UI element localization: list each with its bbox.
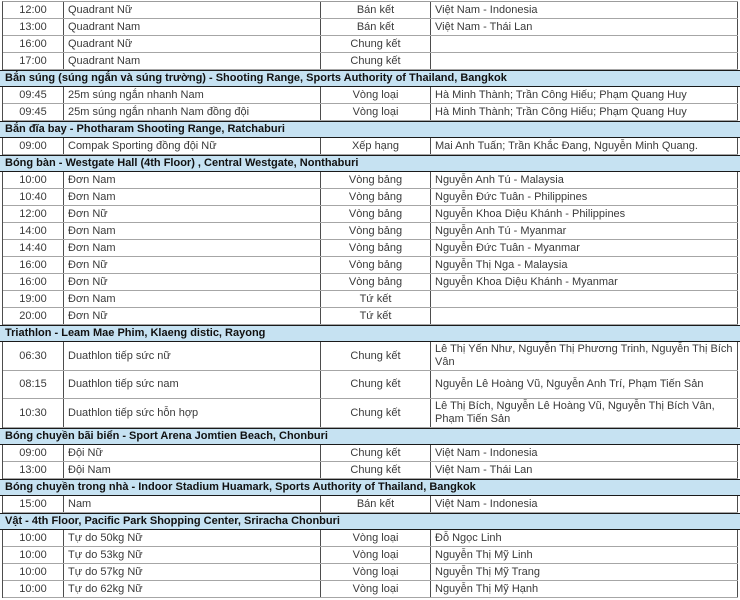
table-row — [3, 257, 738, 274]
cell-round — [321, 104, 431, 120]
table-row — [3, 308, 738, 325]
cell-participants — [431, 2, 738, 18]
cell-event-text: Đơn Nam — [68, 241, 116, 254]
cell-participants-text: Nguyễn Thị Mỹ Linh — [435, 548, 533, 561]
cell-event-text: Đơn Nam — [68, 292, 116, 305]
table-row — [3, 172, 738, 189]
cell-round-text: Vòng loại — [352, 582, 399, 595]
cell-participants-text: Việt Nam - Thái Lan — [435, 20, 533, 33]
cell-participants — [431, 172, 738, 188]
cell-participants-text: Nguyễn Thị Mỹ Hạnh — [435, 582, 539, 595]
cell-event — [64, 53, 321, 69]
cell-participants — [431, 138, 738, 154]
cell-time — [3, 206, 64, 222]
cell-time — [3, 496, 64, 512]
table-row — [3, 138, 738, 155]
cell-participants — [431, 547, 738, 563]
cell-participants-text: Việt Nam - Thái Lan — [435, 463, 533, 476]
cell-event-text: Tự do 62kg Nữ — [68, 582, 143, 595]
cell-event — [64, 564, 321, 580]
table-row — [3, 53, 738, 70]
cell-participants-text: Nguyễn Anh Tú - Myanmar — [435, 224, 567, 237]
table-row — [3, 496, 738, 513]
cell-round — [321, 308, 431, 324]
cell-round — [321, 371, 431, 398]
cell-event — [64, 581, 321, 597]
cell-participants-text: Hà Minh Thành; Trần Công Hiếu; Phạm Quang Huy — [435, 105, 687, 118]
cell-round — [321, 496, 431, 512]
cell-time — [3, 308, 64, 324]
table-row — [3, 206, 738, 223]
cell-round-text: Chung kết — [350, 463, 401, 476]
section-header: Bóng chuyền bãi biển - Sport Arena Jomtien Beach, Chonburi — [0, 428, 740, 445]
cell-event — [64, 87, 321, 103]
cell-time-text: 16:00 — [19, 275, 47, 288]
cell-participants-text: Việt Nam - Indonesia — [435, 446, 538, 459]
cell-event-text: 25m súng ngắn nhanh Nam — [68, 88, 204, 101]
cell-round — [321, 19, 431, 35]
cell-event-text: Tự do 57kg Nữ — [68, 565, 143, 578]
section-header: Bắn súng (súng ngắn và súng trường) - Shooting Range, Sports Authority of Thailand, Bangkok — [0, 70, 740, 87]
section-header: Triathlon - Leam Mae Phim, Klaeng distic, Rayong — [0, 325, 740, 342]
table-row — [3, 223, 738, 240]
cell-time — [3, 19, 64, 35]
cell-round-text: Vòng bảng — [348, 258, 403, 271]
cell-round-text: Chung kết — [350, 37, 401, 50]
cell-round — [321, 547, 431, 563]
cell-round — [321, 87, 431, 103]
cell-round-text: Vòng bảng — [348, 173, 403, 186]
cell-time-text: 13:00 — [19, 463, 47, 476]
cell-participants — [431, 53, 738, 69]
cell-event — [64, 19, 321, 35]
table-row — [3, 87, 738, 104]
cell-round-text: Xếp hạng — [351, 139, 400, 152]
table-row — [3, 371, 738, 399]
cell-time — [3, 462, 64, 478]
cell-participants-text: Lê Thị Yến Như, Nguyễn Thị Phương Trinh, Nguyễn Thị Bích Vân — [435, 343, 733, 368]
cell-time — [3, 274, 64, 290]
cell-participants-text: Nguyễn Thị Nga - Malaysia — [435, 258, 568, 271]
table-row — [3, 19, 738, 36]
cell-participants — [431, 19, 738, 35]
cell-time — [3, 240, 64, 256]
cell-participants-text: Nguyễn Đức Tuân - Myanmar — [435, 241, 580, 254]
section-header: Bóng chuyền trong nhà - Indoor Stadium Huamark, Sports Authority of Thailand, Bangkok — [0, 479, 740, 496]
cell-participants — [431, 371, 738, 398]
cell-participants — [431, 206, 738, 222]
cell-event-text: Duathlon tiếp sức hỗn hợp — [68, 406, 199, 419]
cell-round — [321, 223, 431, 239]
cell-time-text: 16:00 — [19, 37, 47, 50]
table-row — [3, 581, 738, 598]
cell-event — [64, 36, 321, 52]
cell-participants-text: Nguyễn Khoa Diệu Khánh - Myanmar — [435, 275, 618, 288]
table-row — [3, 104, 738, 121]
cell-round — [321, 291, 431, 307]
cell-round — [321, 564, 431, 580]
cell-event — [64, 342, 321, 370]
cell-time — [3, 371, 64, 398]
cell-participants-text: Mai Anh Tuấn; Trần Khắc Đang, Nguyễn Minh Quang. — [435, 139, 698, 152]
cell-event-text: Quadrant Nữ — [68, 37, 133, 50]
cell-time-text: 10:40 — [19, 190, 47, 203]
cell-time — [3, 342, 64, 370]
table-row — [3, 189, 738, 206]
table-row — [3, 240, 738, 257]
cell-round — [321, 53, 431, 69]
cell-time — [3, 581, 64, 597]
cell-event-text: Quadrant Nam — [68, 20, 141, 33]
cell-time-text: 09:45 — [19, 88, 47, 101]
cell-time — [3, 53, 64, 69]
cell-time-text: 12:00 — [19, 207, 47, 220]
cell-round-text: Vòng loại — [352, 565, 399, 578]
cell-round-text: Vòng loại — [352, 105, 399, 118]
cell-round-text: Bán kết — [356, 497, 395, 510]
cell-round-text: Vòng bảng — [348, 275, 403, 288]
cell-event — [64, 2, 321, 18]
cell-event-text: Nam — [68, 497, 92, 510]
cell-time-text: 19:00 — [19, 292, 47, 305]
cell-participants — [431, 342, 738, 370]
cell-round-text: Chung kết — [350, 378, 401, 390]
cell-time — [3, 445, 64, 461]
cell-event — [64, 240, 321, 256]
cell-event-text: Đơn Nam — [68, 173, 116, 186]
cell-round-text: Vòng bảng — [348, 190, 403, 203]
cell-event — [64, 172, 321, 188]
cell-participants — [431, 564, 738, 580]
cell-event — [64, 257, 321, 273]
cell-event — [64, 399, 321, 427]
cell-round — [321, 257, 431, 273]
cell-time — [3, 189, 64, 205]
cell-time-text: 10:00 — [19, 548, 47, 561]
cell-time — [3, 399, 64, 427]
cell-participants — [431, 257, 738, 273]
cell-participants — [431, 308, 738, 324]
cell-participants — [431, 36, 738, 52]
cell-round — [321, 581, 431, 597]
cell-event-text: Đơn Nam — [68, 190, 116, 203]
cell-participants-text: Nguyễn Anh Tú - Malaysia — [435, 173, 564, 186]
cell-time-text: 10:00 — [19, 531, 47, 544]
cell-event — [64, 496, 321, 512]
cell-participants-text: Nguyễn Khoa Diệu Khánh - Philippines — [435, 207, 626, 220]
cell-round — [321, 530, 431, 546]
cell-time — [3, 172, 64, 188]
cell-time-text: 20:00 — [19, 309, 47, 322]
section-header: Bắn đĩa bay - Photharam Shooting Range, Ratchaburi — [0, 121, 740, 138]
cell-time — [3, 87, 64, 103]
cell-participants-text: Việt Nam - Indonesia — [435, 497, 538, 510]
cell-time-text: 17:00 — [19, 54, 47, 67]
cell-round — [321, 138, 431, 154]
cell-round-text: Tứ kết — [359, 309, 392, 322]
cell-event — [64, 445, 321, 461]
cell-event — [64, 274, 321, 290]
cell-time — [3, 2, 64, 18]
cell-event — [64, 462, 321, 478]
cell-time-text: 16:00 — [19, 258, 47, 271]
cell-event-text: Duathlon tiếp sức nam — [68, 378, 179, 390]
cell-time — [3, 291, 64, 307]
cell-round — [321, 206, 431, 222]
cell-time — [3, 257, 64, 273]
cell-time — [3, 138, 64, 154]
cell-event-text: Đội Nữ — [68, 446, 103, 459]
table-row — [3, 445, 738, 462]
cell-round — [321, 445, 431, 461]
cell-round-text: Chung kết — [350, 446, 401, 459]
table-row — [3, 564, 738, 581]
table-row — [3, 342, 738, 371]
cell-time — [3, 36, 64, 52]
table-row — [3, 530, 738, 547]
cell-event — [64, 530, 321, 546]
table-row — [3, 274, 738, 291]
cell-time-text: 10:00 — [19, 582, 47, 595]
cell-participants-text: Nguyễn Đức Tuân - Philippines — [435, 190, 588, 203]
cell-event — [64, 189, 321, 205]
cell-event-text: Quadrant Nam — [68, 54, 141, 67]
cell-time-text: 14:00 — [19, 224, 47, 237]
section-header: Vật - 4th Floor, Pacific Park Shopping Center, Sriracha Chonburi — [0, 513, 740, 530]
cell-round — [321, 2, 431, 18]
cell-event — [64, 547, 321, 563]
cell-round — [321, 240, 431, 256]
schedule-table — [2, 1, 738, 598]
cell-round — [321, 36, 431, 52]
cell-event-text: Tự do 50kg Nữ — [68, 531, 143, 544]
section-header: Bóng bàn - Westgate Hall (4th Floor) , Central Westgate, Nonthaburi — [0, 155, 740, 172]
cell-round-text: Vòng loại — [352, 548, 399, 561]
cell-round-text: Tứ kết — [359, 292, 392, 305]
cell-event-text: Đơn Nữ — [68, 309, 108, 322]
cell-round-text: Chung kết — [350, 406, 401, 419]
cell-time-text: 10:30 — [19, 406, 47, 419]
table-row — [3, 36, 738, 53]
cell-participants — [431, 496, 738, 512]
cell-time-text: 14:40 — [19, 241, 47, 254]
cell-round — [321, 189, 431, 205]
cell-time — [3, 104, 64, 120]
cell-round-text: Vòng bảng — [348, 207, 403, 220]
cell-time-text: 08:15 — [19, 378, 47, 390]
cell-event-text: Đơn Nữ — [68, 207, 108, 220]
cell-participants — [431, 462, 738, 478]
cell-round-text: Vòng loại — [352, 531, 399, 544]
table-row — [3, 2, 738, 19]
cell-event — [64, 138, 321, 154]
cell-participants — [431, 399, 738, 427]
cell-participants — [431, 445, 738, 461]
cell-event-text: Đơn Nam — [68, 224, 116, 237]
cell-time-text: 09:45 — [19, 105, 47, 118]
cell-event-text: Đơn Nữ — [68, 258, 108, 271]
cell-round-text: Vòng loại — [352, 88, 399, 101]
cell-time — [3, 530, 64, 546]
cell-round — [321, 274, 431, 290]
cell-round-text: Chung kết — [350, 349, 401, 362]
cell-time-text: 10:00 — [19, 173, 47, 186]
cell-event-text: Quadrant Nữ — [68, 3, 133, 16]
cell-participants-text: Nguyễn Thị Mỹ Trang — [435, 565, 540, 578]
cell-event-text: Tự do 53kg Nữ — [68, 548, 143, 561]
cell-time-text: 12:00 — [19, 3, 47, 16]
cell-participants — [431, 104, 738, 120]
cell-round — [321, 172, 431, 188]
cell-time — [3, 547, 64, 563]
cell-participants — [431, 87, 738, 103]
cell-time-text: 09:00 — [19, 139, 47, 152]
table-row — [3, 462, 738, 479]
cell-event — [64, 223, 321, 239]
cell-round-text: Bán kết — [356, 3, 395, 16]
cell-time-text: 10:00 — [19, 565, 47, 578]
cell-participants-text: Lê Thị Bích, Nguyễn Lê Hoàng Vũ, Nguyễn Thị Bích Vân, Phạm Tiến Sản — [435, 400, 715, 425]
cell-event-text: Đơn Nữ — [68, 275, 108, 288]
cell-time-text: 09:00 — [19, 446, 47, 459]
cell-event — [64, 206, 321, 222]
cell-participants-text: Hà Minh Thành; Trần Công Hiếu; Phạm Quang Huy — [435, 88, 687, 101]
cell-round — [321, 462, 431, 478]
cell-round-text: Bán kết — [356, 20, 395, 33]
cell-round-text: Chung kết — [350, 54, 401, 67]
table-row — [3, 399, 738, 428]
cell-round-text: Vòng bảng — [348, 224, 403, 237]
cell-participants-text: Nguyễn Lê Hoàng Vũ, Nguyễn Anh Trí, Phạm Tiến Sản — [435, 378, 704, 390]
cell-time-text: 15:00 — [19, 497, 47, 510]
cell-event-text: 25m súng ngắn nhanh Nam đồng đội — [68, 105, 250, 118]
table-row — [3, 291, 738, 308]
cell-participants — [431, 291, 738, 307]
cell-event — [64, 104, 321, 120]
cell-participants — [431, 274, 738, 290]
cell-participants — [431, 581, 738, 597]
cell-event-text: Compak Sporting đồng đội Nữ — [68, 139, 217, 152]
cell-event-text: Đội Nam — [68, 463, 111, 476]
cell-time-text: 06:30 — [19, 349, 47, 362]
cell-round-text: Vòng bảng — [348, 241, 403, 254]
cell-event-text: Duathlon tiếp sức nữ — [68, 349, 171, 362]
cell-participants-text: Việt Nam - Indonesia — [435, 3, 538, 16]
cell-event — [64, 308, 321, 324]
cell-participants — [431, 223, 738, 239]
cell-event — [64, 291, 321, 307]
cell-participants — [431, 189, 738, 205]
table-row — [3, 547, 738, 564]
cell-time — [3, 223, 64, 239]
cell-round — [321, 399, 431, 427]
cell-time-text: 13:00 — [19, 20, 47, 33]
cell-participants — [431, 530, 738, 546]
cell-event — [64, 371, 321, 398]
cell-time — [3, 564, 64, 580]
cell-participants-text: Đỗ Ngọc Linh — [435, 531, 502, 544]
cell-round — [321, 342, 431, 370]
cell-participants — [431, 240, 738, 256]
